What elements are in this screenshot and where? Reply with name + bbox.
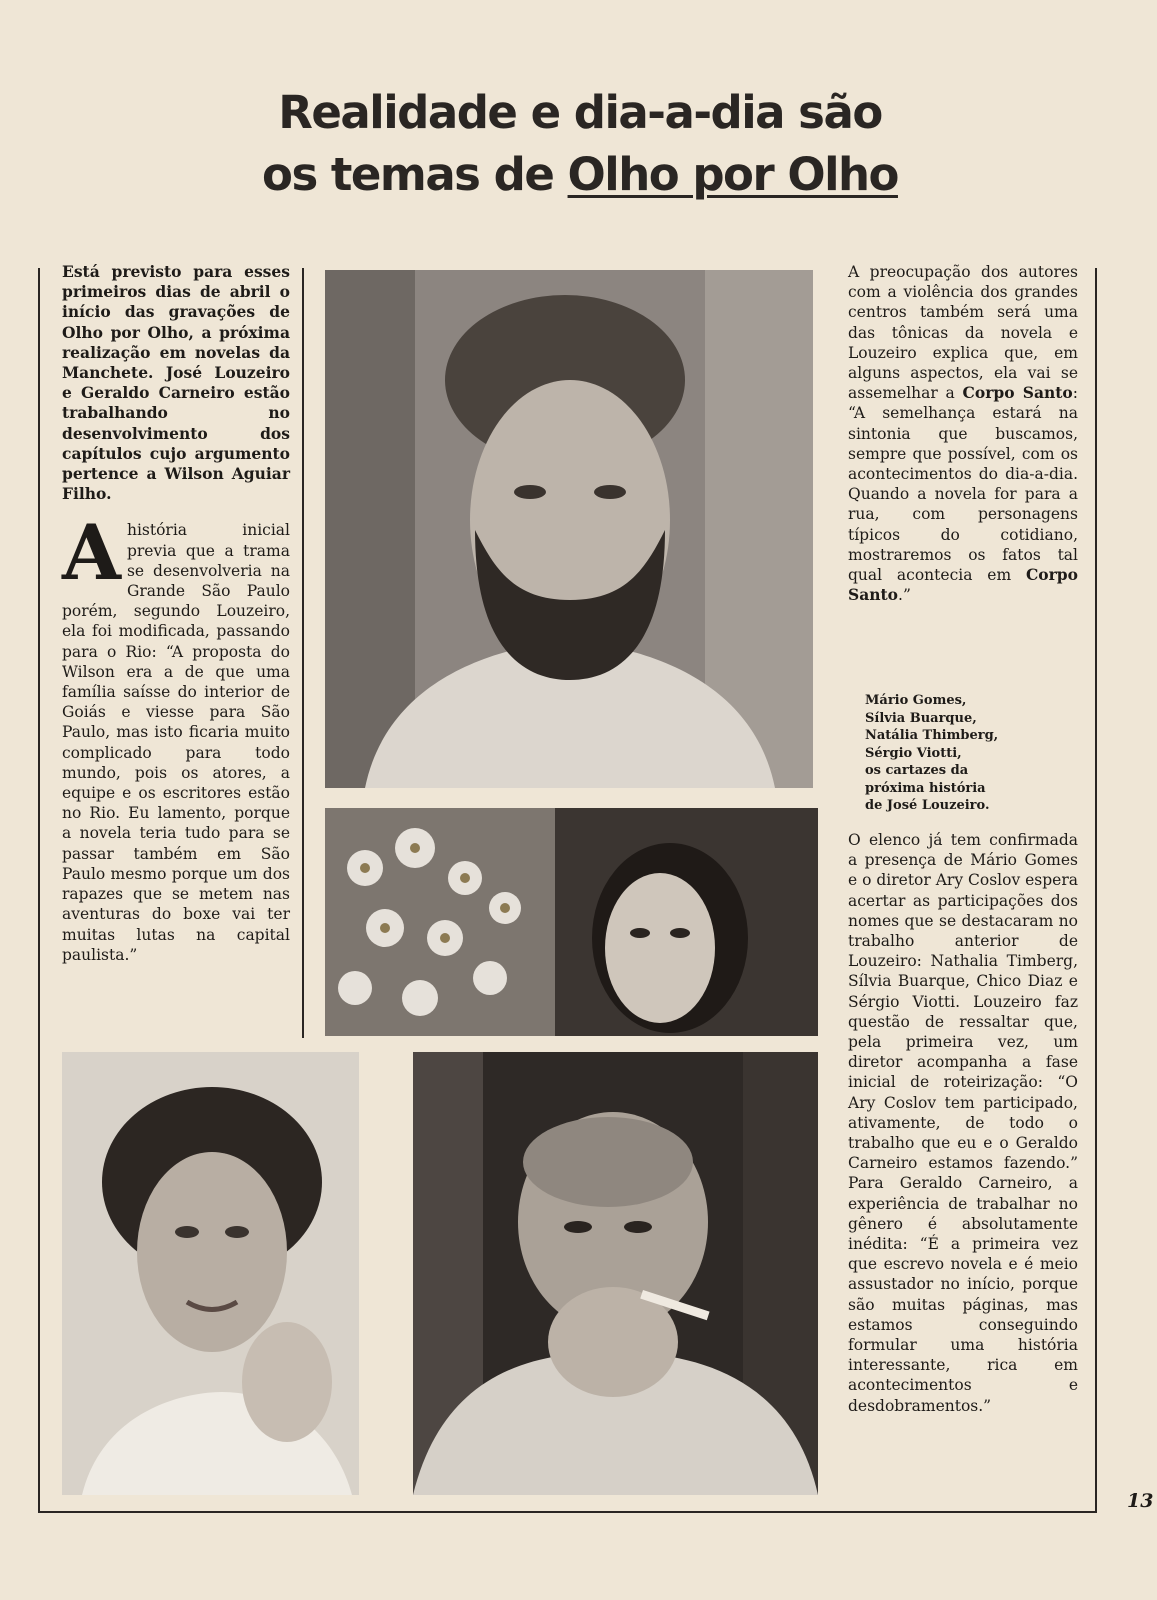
headline [200, 82, 960, 206]
bottom-border-rule [38, 1511, 1097, 1513]
violence-paragraph: A preocupação dos autores com a violência dos grandes centros também será uma das tônicas da novela e Louzeiro explica que, em alguns aspectos, ela vai se assemelhar a Corpo Santo: “A semelhança estará na sintonia que buscamos, sempre que possível, com os acontecimentos do dia-a-dia. Quando a novela for para a rua, com personagens típicos do cotidiano, mostraremos os fatos tal qual acontecia em Corpo Santo.” [848, 263, 1078, 605]
right-column-top [848, 262, 1078, 619]
headline-title-underlined: Olho por Olho [567, 148, 898, 201]
headline-line-2 [200, 144, 960, 206]
headline-line-1: Realidade e dia-a-dia são [278, 86, 882, 139]
left-column [62, 262, 290, 979]
photo-bearded-man [325, 270, 813, 788]
photo-caption: Mário Gomes, Sílvia Buarque, Natália Thimberg, Sérgio Viotti, os cartazes da próxima história de José Louzeiro. [865, 693, 999, 813]
left-border-rule [38, 268, 40, 1513]
photo-woman-with-flowers [325, 808, 818, 1036]
cast-paragraph: O elenco já tem confirmada a presença de Mário Gomes e o diretor Ary Coslov espera acertar as participações dos nomes que se destacaram no trabalho anterior de Louzeiro: Nathalia Timberg, Sílvia Buarque, Chico Diaz e Sérgio Viotti. Louzeiro faz questão de ressaltar que, pela primeira vez, um diretor acompanha a fase inicial de roteirização: “O Ary Coslov tem participado, ativamente, de todo o trabalho que eu e o Geraldo Carneiro estamos fazendo.” Para Geraldo Carneiro, a experiência de trabalhar no gênero é absolutamente inédita: “É a primeira vez que escrevo novela e é meio assustador no início, porque são muitas páginas, mas estamos conseguindo formular uma história interessante, rica em acontecimentos e desdobramentos.” [848, 831, 1078, 1415]
right-column-bottom [848, 830, 1078, 1430]
headline-line-2-prefix: os temas de [262, 148, 568, 201]
story-paragraph [62, 508, 290, 964]
photo-man-with-cigar [413, 1052, 818, 1495]
drop-cap: A [62, 508, 121, 598]
story-text: história inicial previa que a trama se desenvolveria na Grande São Paulo porém, segundo Louzeiro, ela foi modificada, passando para o Rio: “A proposta do Wilson era a de que uma família saísse do interior de Goiás e viesse para São Paulo, mas isto ficaria muito complicado para todo mundo, pois os atores, a equipe e os escritores estão no Rio. Eu lamento, porque a novela teria tudo para se passar também em São Paulo mesmo porque um dos rapazes que se metem nas aventuras do boxe vai ter muitas lutas na capital paulista.” [62, 521, 290, 964]
page-number: 13 [1127, 1490, 1154, 1512]
column-divider-rule [302, 268, 304, 1038]
lead-paragraph: Está previsto para esses primeiros dias de abril o início das gravações de Olho por Olho, a próxima realização em novelas da Manchete. José Louzeiro e Geraldo Carneiro estão trabalhando no desenvolvimento dos capítulos cujo argumento pertence a Wilson Aguiar Filho. [62, 262, 290, 504]
right-border-rule [1095, 268, 1097, 1513]
photo-smiling-woman [62, 1052, 359, 1495]
